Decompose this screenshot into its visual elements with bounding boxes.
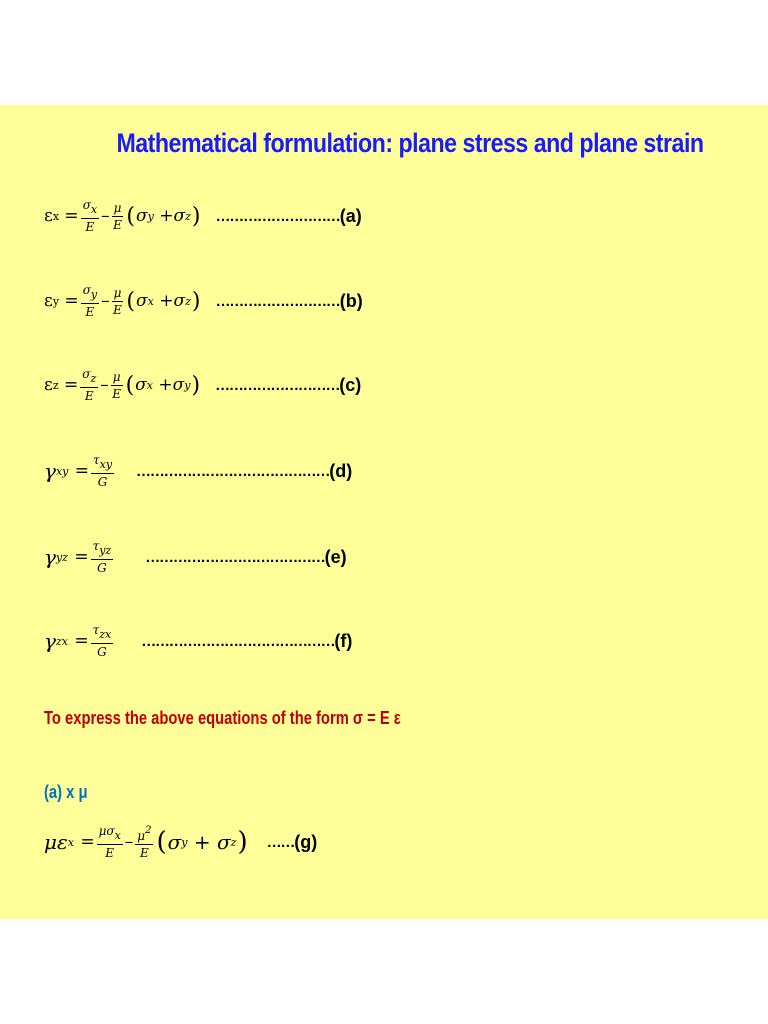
eq-b-frac1: $\frac{\sigma y}{E}$ [82,283,98,319]
eq-d-frac: $\frac{\text{τxy}}{G}$ [92,453,113,489]
eq-b-tag: (b) [339,290,363,311]
eq-e-tag: (e) [324,546,347,567]
eq-c-tag: (c) [339,374,362,395]
eq-d-lhs-sub: xy [55,464,69,478]
eq-f-frac: $\frac{\text{τzx}}{G}$ [92,623,112,659]
equation-a: ε x = $\frac{\sigma x}{E}$ – $\frac{\mu}{E}$ ( σ y + σ z ) ……………………… (a) [44,198,362,234]
eq-f-dots: …………………………………… [141,632,335,650]
eq-a-frac2: $\frac{\mu}{E}$ [113,200,122,232]
eq-g-lhs: με [44,830,68,854]
eq-e-dots: ………………………………… [145,548,325,566]
note-text: To express the above equations of the form σ = E ε [44,708,401,728]
equation-d: γ xy = $\frac{\text{τxy}}{G}$ …………………………………… (d) [44,453,353,489]
eq-c-lhs: ε [44,375,53,395]
eq-b-lhs: ε [44,291,53,311]
eq-c-frac1: $\frac{\sigma z}{E}$ [82,367,97,403]
eq-g-tag: (g) [294,831,318,852]
eq-g-lhs-sub: x [67,835,74,849]
eq-b-lhs-sub: y [52,294,60,308]
eq-f-lhs: γ [44,629,56,653]
eq-a-dots: ……………………… [215,207,340,225]
equation-b: ε y = $\frac{\sigma y}{E}$ – $\frac{\mu}{E}$ ( σ x + σ z ) ……………………… (b) [44,283,363,319]
eq-b-frac2: $\frac{\mu}{E}$ [113,285,122,317]
eq-a-tag: (a) [339,205,362,226]
eq-e-lhs: γ [44,545,56,569]
eq-e-frac: $\frac{\text{τyz}}{G}$ [92,539,112,575]
equation-e: γ yz = $\frac{\text{τyz}}{G}$ ………………………………… (e) [44,539,347,575]
eq-g-frac2: $\frac{\mu^2}{E}$ [137,825,152,860]
eq-a-frac1: $\frac{\sigma x}{E}$ [82,198,98,234]
eq-f-lhs-sub: zx [55,634,68,648]
eq-c-frac2: $\frac{\mu}{E}$ [112,369,122,401]
eq-g-frac1: $\frac{\text{μσx}}{E}$ [98,824,121,860]
step-label: (a) x μ [44,782,88,802]
eq-c-lhs-sub: z [52,378,59,392]
equation-c: ε z = $\frac{\sigma z}{E}$ – $\frac{\mu}{E}$ ( σ x + σ y ) ……………………… (c) [44,367,362,403]
equation-g: με x = $\frac{\text{μσx}}{E}$ – $\frac{\mu^2}{E}$ ( σ y + σ z ) …… (g) [44,824,318,860]
eq-g-dots: …… [266,833,295,851]
eq-d-dots: …………………………………… [136,462,330,480]
eq-a-lhs: ε [44,206,53,226]
equation-f: γ zx = $\frac{\text{τzx}}{G}$ …………………………………… (f) [44,623,353,659]
eq-d-lhs: γ [44,459,56,483]
eq-a-lhs-sub: x [52,209,60,223]
eq-c-dots: ……………………… [215,376,340,394]
eq-e-lhs-sub: yz [55,550,68,564]
slide-title: Mathematical formulation: plane stress and plane strain [116,128,704,158]
eq-b-dots: ……………………… [215,292,340,310]
eq-f-tag: (f) [334,630,353,651]
eq-d-tag: (d) [329,460,353,481]
